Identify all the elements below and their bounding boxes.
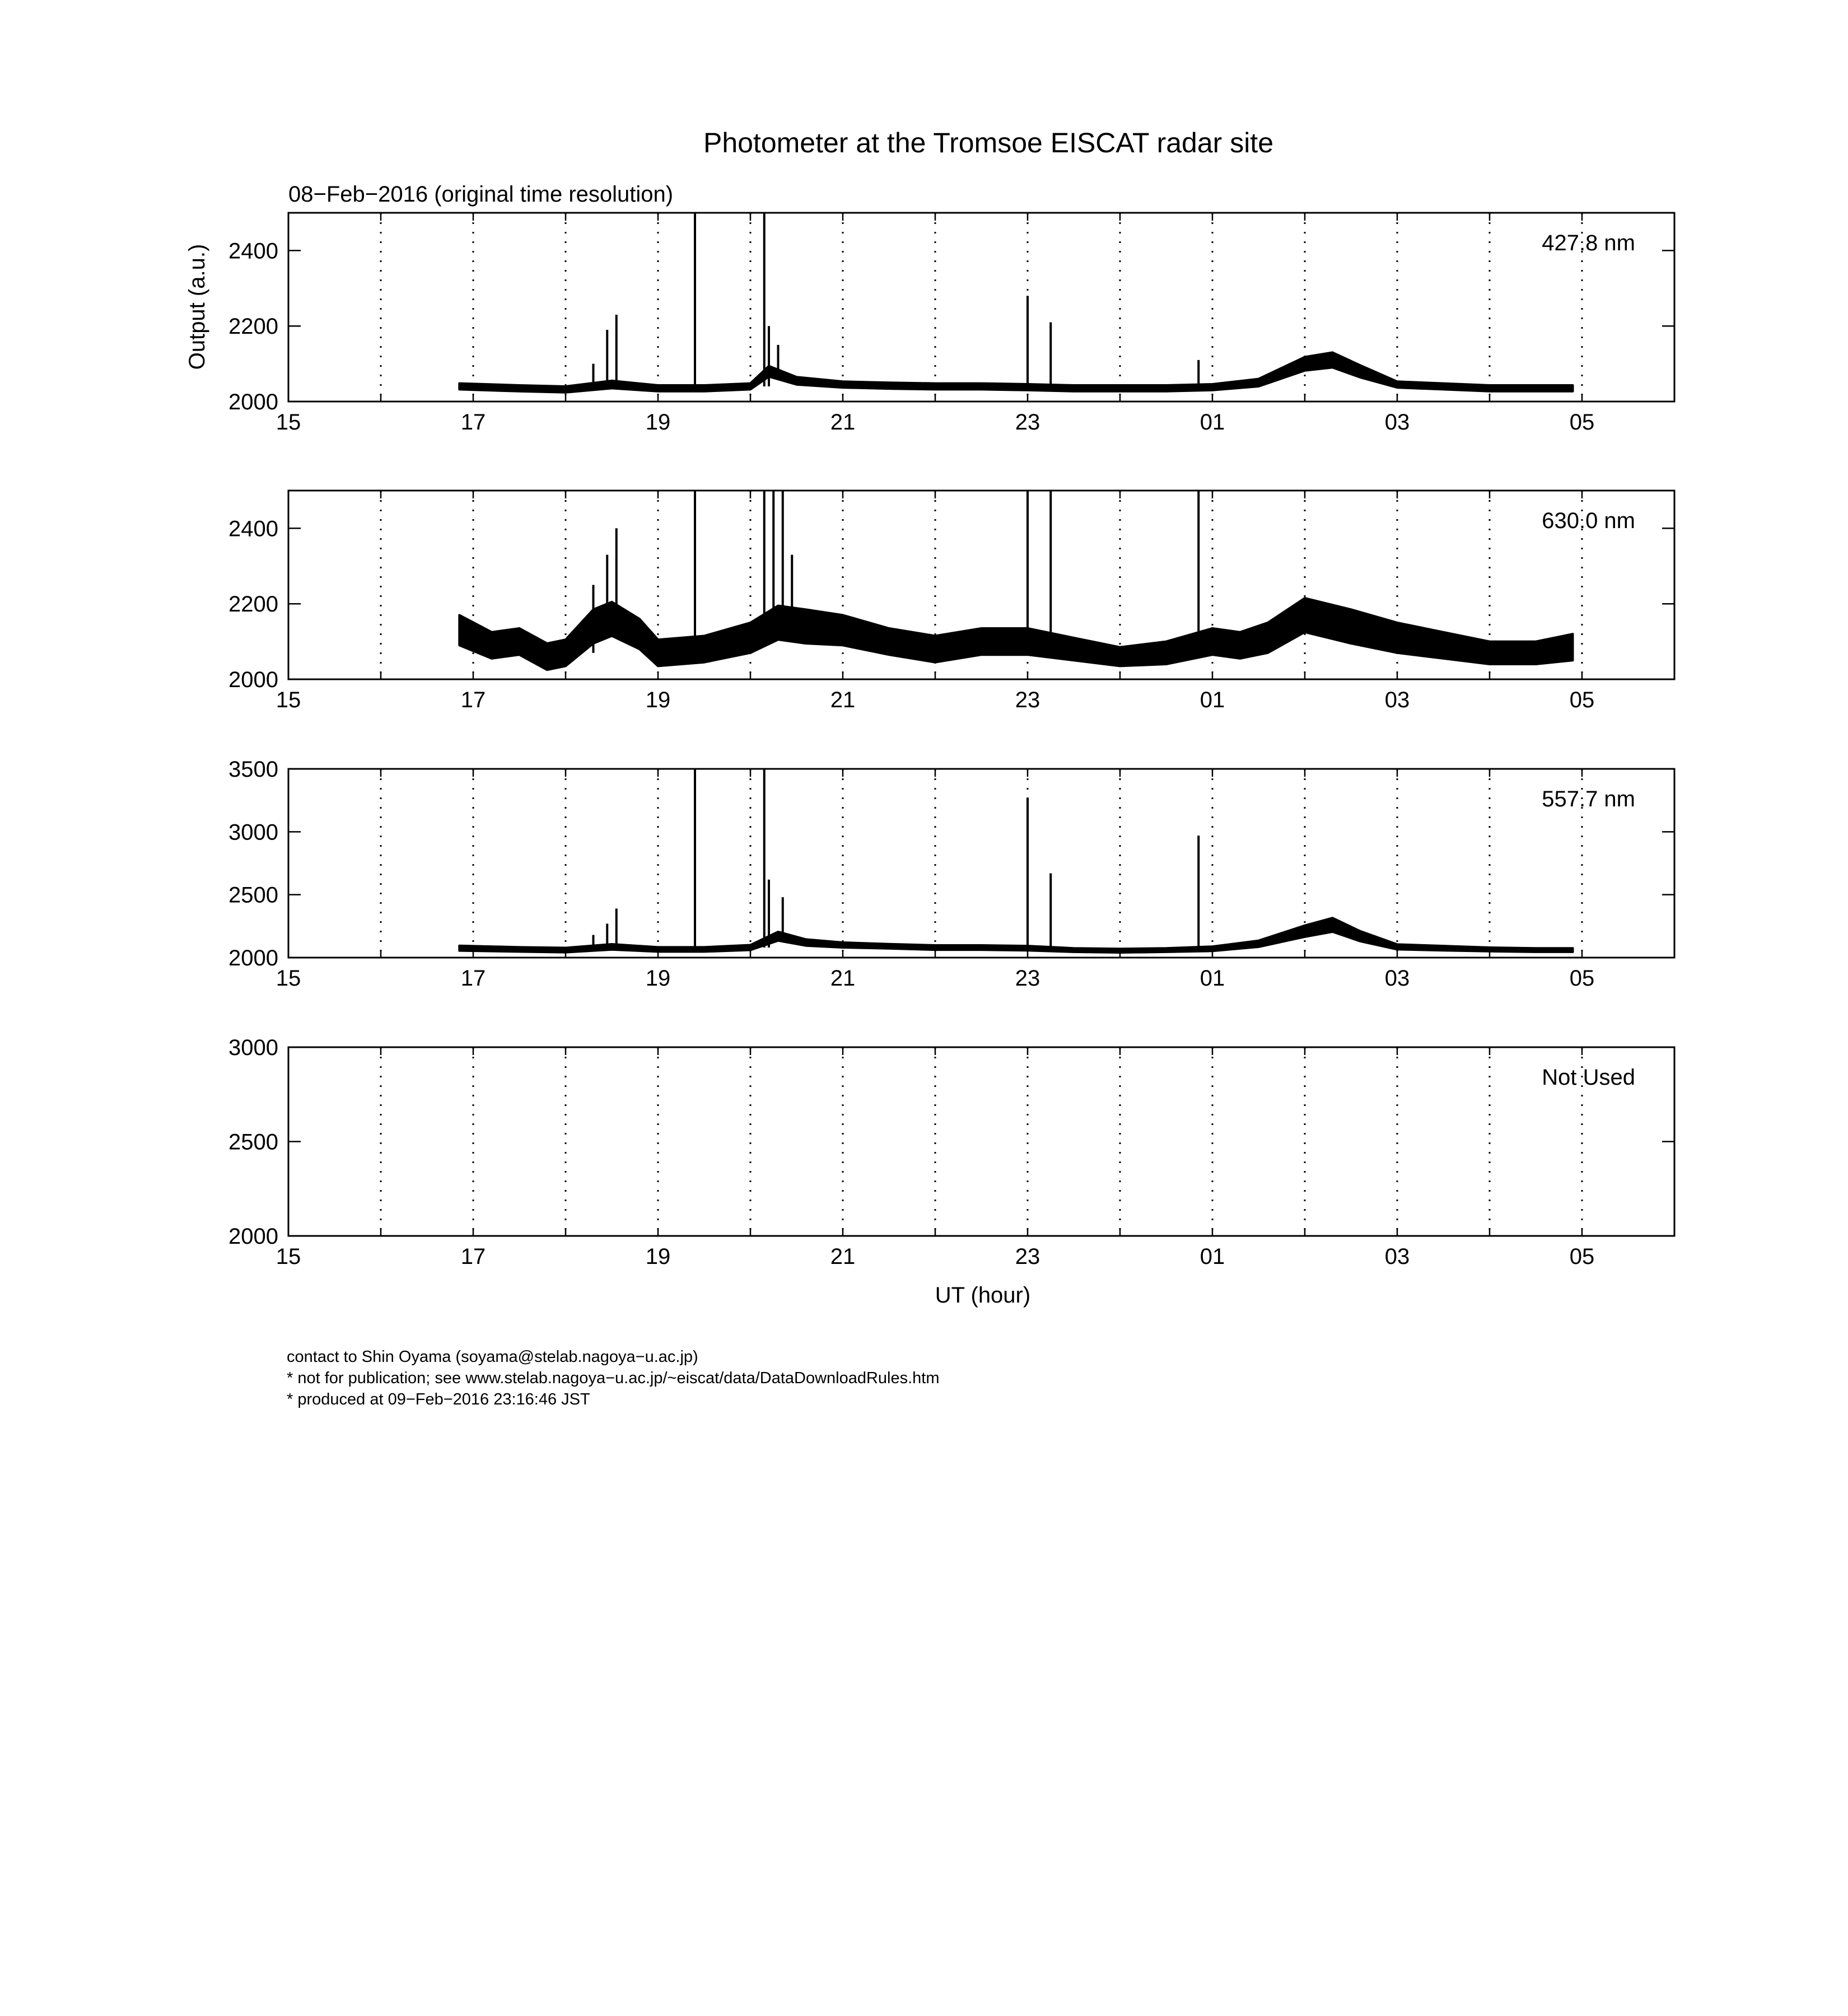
x-tick-label: 19 xyxy=(645,688,671,712)
figure-title: Photometer at the Tromsoe EISCAT radar site xyxy=(703,127,1274,158)
x-tick-label: 01 xyxy=(1200,1244,1225,1269)
figure-subtitle: 08−Feb−2016 (original time resolution) xyxy=(288,182,674,207)
x-tick-label: 17 xyxy=(460,410,486,435)
y-tick-label: 2200 xyxy=(228,314,278,339)
panel-1 xyxy=(228,213,1674,435)
x-tick-label: 03 xyxy=(1384,1244,1410,1269)
x-tick-label: 21 xyxy=(830,688,856,712)
signal-line xyxy=(459,925,1572,951)
x-tick-label: 03 xyxy=(1384,966,1410,991)
x-tick-label: 19 xyxy=(645,410,671,435)
x-tick-label: 21 xyxy=(830,410,856,435)
y-tick-label: 2500 xyxy=(228,883,278,908)
x-tick-label: 15 xyxy=(276,1244,301,1269)
y-tick-label: 2000 xyxy=(228,668,278,692)
panel-frame xyxy=(288,769,1674,958)
x-tick-label: 05 xyxy=(1569,966,1595,991)
y-tick-label: 2500 xyxy=(228,1130,278,1155)
panel-4 xyxy=(228,1035,1674,1269)
footer-notes xyxy=(287,1346,940,1410)
y-tick-label: 2000 xyxy=(228,946,278,970)
footer-contact: contact to Shin Oyama (soyama@stelab.nagoya−u.ac.jp) xyxy=(287,1348,698,1366)
panel-2 xyxy=(228,491,1674,712)
footer-notice: * not for publication; see www.stelab.nagoya−u.ac.jp/~eiscat/data/DataDownloadRules.htm xyxy=(287,1369,940,1387)
panel-label: Not Used xyxy=(1542,1065,1635,1090)
y-tick-label: 3000 xyxy=(228,1035,278,1060)
panel-label: 427.8 nm xyxy=(1542,231,1635,255)
x-tick-label: 15 xyxy=(276,966,301,991)
x-tick-label: 15 xyxy=(276,410,301,435)
x-tick-label: 15 xyxy=(276,688,301,712)
y-tick-label: 3500 xyxy=(228,757,278,782)
y-tick-label: 2400 xyxy=(228,239,278,264)
x-axis-label: UT (hour) xyxy=(935,1283,1031,1308)
x-tick-label: 17 xyxy=(460,966,486,991)
x-tick-label: 23 xyxy=(1015,966,1040,991)
x-tick-label: 23 xyxy=(1015,688,1040,712)
y-tick-label: 3000 xyxy=(228,820,278,845)
y-axis-label: Output (a.u.) xyxy=(185,244,209,370)
x-tick-label: 19 xyxy=(645,966,671,991)
x-tick-label: 17 xyxy=(460,1244,486,1269)
panel-label: 557.7 nm xyxy=(1542,787,1635,811)
x-tick-label: 21 xyxy=(830,1244,856,1269)
x-tick-label: 01 xyxy=(1200,410,1225,435)
footer-produced: * produced at 09−Feb−2016 23:16:46 JST xyxy=(287,1390,590,1408)
x-tick-label: 03 xyxy=(1384,688,1410,712)
panel-label: 630.0 nm xyxy=(1542,508,1635,533)
x-tick-label: 23 xyxy=(1015,410,1040,435)
y-tick-label: 2400 xyxy=(228,516,278,542)
panel-3 xyxy=(228,757,1674,991)
x-tick-label: 19 xyxy=(645,1244,671,1269)
panel-frame xyxy=(288,213,1674,402)
x-tick-label: 05 xyxy=(1569,410,1595,435)
y-tick-label: 2000 xyxy=(228,390,278,414)
y-tick-label: 2000 xyxy=(228,1224,278,1249)
y-tick-label: 2200 xyxy=(228,592,278,617)
x-tick-label: 21 xyxy=(830,966,856,991)
x-tick-label: 01 xyxy=(1200,966,1225,991)
x-tick-label: 17 xyxy=(460,688,486,712)
x-tick-label: 05 xyxy=(1569,1244,1595,1269)
x-tick-label: 03 xyxy=(1384,410,1410,435)
x-tick-label: 01 xyxy=(1200,688,1225,712)
x-tick-label: 05 xyxy=(1569,688,1595,712)
panel-frame xyxy=(288,1047,1674,1236)
signal-band xyxy=(459,598,1572,670)
x-tick-label: 23 xyxy=(1015,1244,1040,1269)
